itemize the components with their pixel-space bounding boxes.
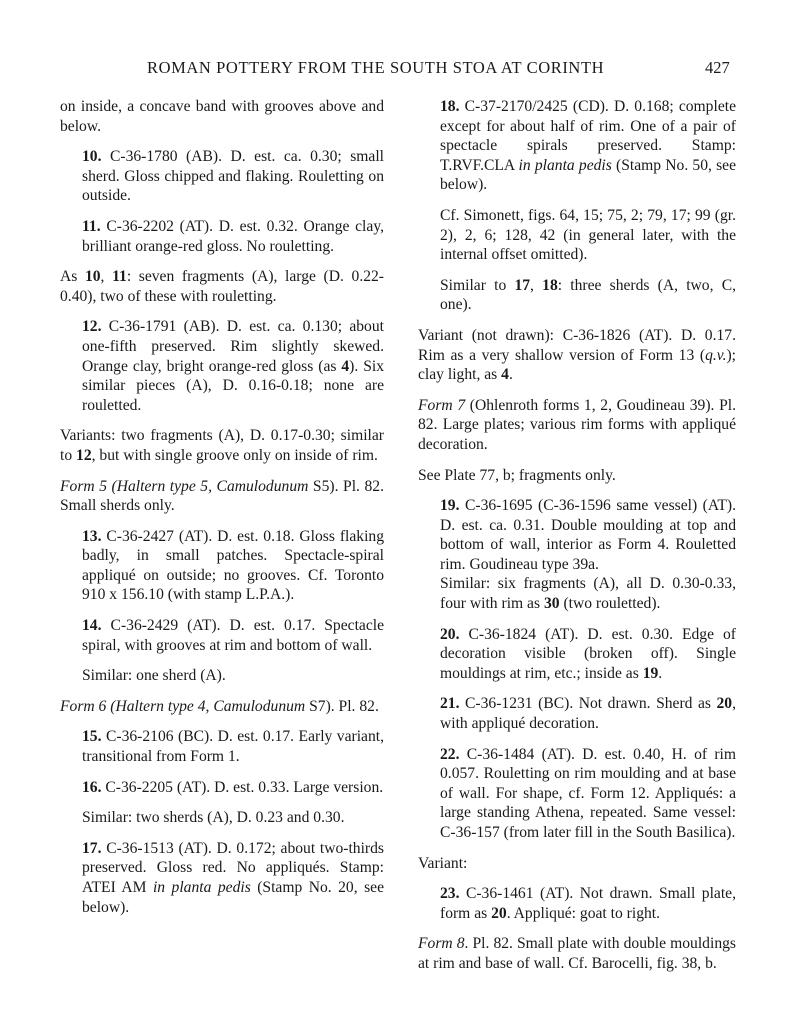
form-text: Camulodunum <box>213 697 306 715</box>
note-text: : seven fragments (A), large (D. 0.22-0.40), two of these with rouletting. <box>60 268 385 305</box>
note-text: Similar: six fragments (A), all D. 0.30-0.33, four with rim as <box>440 575 736 613</box>
entry-ref: 19 <box>642 664 659 682</box>
catalogue-entry-13 <box>60 527 384 605</box>
note-variants-12 <box>60 426 384 465</box>
running-title: ROMAN POTTERY FROM THE SOUTH STOA AT CORINTH <box>147 58 605 77</box>
entry-ref: 20 <box>716 695 733 713</box>
catalogue-entry-11 <box>60 217 384 256</box>
form-text: . Pl. 82. Small plate with double mouldings at rim and base of wall. Cf. Barocelli, fig. 38, b. <box>418 935 736 972</box>
form-6-heading <box>60 697 384 717</box>
note-text: : three sherds (A, two, C, one). <box>440 276 737 314</box>
note-cf-simonett: Cf. Simonett, figs. 64, 15; 75, 2; 79, 17; 99 (gr. 2), 2, 6; 128, 42 (in general later, with the internal offset omitted). <box>440 206 736 264</box>
form-label: Form 6 <box>60 697 107 715</box>
catalogue-entry-20 <box>418 625 736 684</box>
catalogue-entry-23 <box>418 884 736 923</box>
entry-text: (Stamp No. 50, see below). <box>440 156 737 194</box>
entry-ref: 17 <box>514 276 531 294</box>
page-header <box>0 58 798 80</box>
form-text: (Ohlenroth forms 1, 2, Goudineau 39). Pl. 82. Large plates; various rim forms with appliqué decoration. <box>418 396 736 453</box>
note-text: Similar to <box>440 276 515 294</box>
entry-text: C-36-1461 (AT). Not drawn. Small plate, form as <box>440 885 736 922</box>
catalogue-entry-17 <box>60 839 384 917</box>
catalogue-entry-22 <box>418 745 736 843</box>
catalogue-entry-10 <box>60 147 384 206</box>
entry-text: C-36-1780 (AB). D. est. ca. 0.30; small sherd. Gloss chipped and flaking. Rouletting on outside. <box>82 148 384 205</box>
note-text: ); clay light, as <box>418 346 736 384</box>
note-text: , <box>530 276 543 294</box>
entry-ref: 20 <box>491 904 507 922</box>
note-text: . <box>508 366 513 384</box>
entry-text: ). Six similar pieces (A), D. 0.16-0.18; none are rouletted. <box>82 357 384 414</box>
note-similar-14: Similar: one sherd (A). <box>82 667 226 685</box>
entry-number: 16. <box>82 778 102 796</box>
entry-text: C-37-2170/2425 (CD). D. 0.168; complete except for about half of rim. One of a pair of spectacle spirals preserved. Stamp: T.RVF.CLA <box>440 98 736 174</box>
entry-number: 15. <box>82 728 102 746</box>
entry-text: C-36-2205 (AT). D. est. 0.33. Large version. <box>101 778 384 796</box>
entry-ref: 11 <box>112 268 127 286</box>
entry-number: 10. <box>82 148 102 166</box>
left-column <box>60 97 384 928</box>
entry-text: C-36-1695 (C-36-1596 same vessel) (AT). D. est. ca. 0.31. Double moulding at top and bottom of wall, interior as Form 4. Rouletted rim. Goudineau type 39a. <box>440 497 736 573</box>
entry-number: 20. <box>440 625 460 643</box>
catalogue-entry-16 <box>60 778 384 798</box>
catalogue-entry-12 <box>60 317 384 415</box>
catalogue-entry-19 <box>418 496 736 574</box>
entry-number: 17. <box>82 839 102 857</box>
right-column <box>418 97 736 985</box>
catalogue-entry-15 <box>60 727 384 766</box>
note-similar-17-18 <box>418 276 736 315</box>
catalogue-entry-14 <box>60 616 384 655</box>
form-text: Camulodunum <box>216 477 309 495</box>
form-8-heading <box>418 934 736 973</box>
form-text: type 4, <box>163 697 214 715</box>
entry-text: C-36-1231 (BC). Not drawn. Sherd as <box>459 695 717 713</box>
variant-label: Variant: <box>418 854 468 872</box>
entry-number: 13. <box>82 527 102 545</box>
entry-number: 21. <box>440 695 460 713</box>
entry-number: 22. <box>440 745 460 763</box>
entry-text-italic: in planta pedis <box>518 156 612 174</box>
entry-text: C-36-1513 (AT). D. 0.172; about two-thirds preserved. Gloss red. No appliqués. Stamp: ATEI AM <box>82 839 384 896</box>
form-text: S5 <box>308 477 330 495</box>
entry-text: , with appliqué decoration. <box>440 695 736 733</box>
entry-number: 14. <box>82 617 102 635</box>
entry-ref: 18 <box>542 276 558 294</box>
entry-number: 12. <box>82 318 102 336</box>
form-5-heading <box>60 477 384 516</box>
form-text: ( <box>107 477 117 495</box>
entry-ref: 12 <box>76 446 92 464</box>
catalogue-entry-21 <box>418 694 736 733</box>
note-see-plate: See Plate 77, b; fragments only. <box>418 466 616 484</box>
entry-text: C-36-1484 (AT). D. est. 0.40, H. of rim 0.057. Rouletting on rim moulding and at base of wall. For shape, cf. Form 12. Appliqués: a large standing Athena, repeated. Same vessel: C-36-157 (from later fill in the South Basilica). <box>440 745 736 841</box>
entry-ref: 30 <box>543 595 560 613</box>
entry-number: 11. <box>82 217 101 235</box>
note-text: Variant (not drawn): C-36-1826 (AT). D. 0.17. Rim as a very shallow version of Form 13 ( <box>418 326 736 364</box>
entry-ref: 4 <box>341 357 350 375</box>
catalogue-entry-18 <box>418 97 736 195</box>
entry-ref: 4 <box>501 366 509 384</box>
note-variant-not-drawn <box>418 326 736 385</box>
entry-text: C-36-1791 (AB). D. est. ca. 0.130; about one-fifth preserved. Rim slightly skewed. Orange clay, bright orange-red gloss (as <box>82 318 384 375</box>
form-text: S7 <box>305 697 326 715</box>
note-text: , but with single groove only on inside of rim. <box>91 446 378 464</box>
entry-text: C-36-2202 (AT). D. est. 0.32. Orange clay, brilliant orange-red gloss. No rouletting. <box>82 217 384 255</box>
entry-text: . Appliqué: goat to right. <box>506 904 661 922</box>
note-text: (two rouletted). <box>559 595 661 613</box>
form-text: type 5, <box>165 477 217 495</box>
continued-paragraph: on inside, a concave band with grooves above and below. <box>60 98 384 135</box>
note-as-10-11 <box>60 267 384 306</box>
form-label: Form 5 <box>60 477 107 495</box>
note-text: As <box>60 268 85 286</box>
page-number: 427 <box>705 58 730 77</box>
form-label: Form 7 <box>418 396 466 414</box>
entry-text-italic: in planta pedis <box>152 879 251 896</box>
entry-number: 18. <box>440 98 460 115</box>
form-text: Haltern <box>116 477 166 495</box>
entry-number: 23. <box>440 885 460 903</box>
form-text: ). Pl. 82. Small sherds only. <box>60 477 384 515</box>
note-text: Variants: two fragments (A), D. 0.17-0.30; similar to <box>60 427 384 464</box>
note-similar-19 <box>418 574 736 613</box>
entry-number: 19. <box>440 497 460 515</box>
entry-text: . <box>658 664 663 682</box>
note-text-italic: q.v. <box>705 346 727 364</box>
entry-text: (Stamp No. 20, see below). <box>82 879 384 916</box>
note-similar-16: Similar: two sherds (A), D. 0.23 and 0.30. <box>82 809 345 827</box>
form-text: Haltern <box>115 697 164 715</box>
note-text: , <box>100 268 113 286</box>
entry-text: C-36-2106 (BC). D. est. 0.17. Early variant, transitional from Form 1. <box>82 728 384 766</box>
entry-ref: 10 <box>84 268 101 286</box>
entry-text: C-36-1824 (AT). D. est. 0.30. Edge of decoration visible (broken off). Single mouldings at rim, etc.; inside as <box>440 625 736 682</box>
form-7-heading <box>418 396 736 455</box>
form-text: ). Pl. 82. <box>325 697 379 715</box>
entry-text: C-36-2427 (AT). D. est. 0.18. Gloss flaking badly, in small patches. Spectacle-spiral appliqué on outside; no grooves. Cf. Toronto 910 x 156.10 (with stamp L.P.A.). <box>82 527 384 604</box>
entry-text: C-36-2429 (AT). D. est. 0.17. Spectacle spiral, with grooves at rim and bottom of wall. <box>82 617 384 654</box>
form-text: ( <box>106 697 116 715</box>
form-label: Form 8 <box>418 935 465 953</box>
